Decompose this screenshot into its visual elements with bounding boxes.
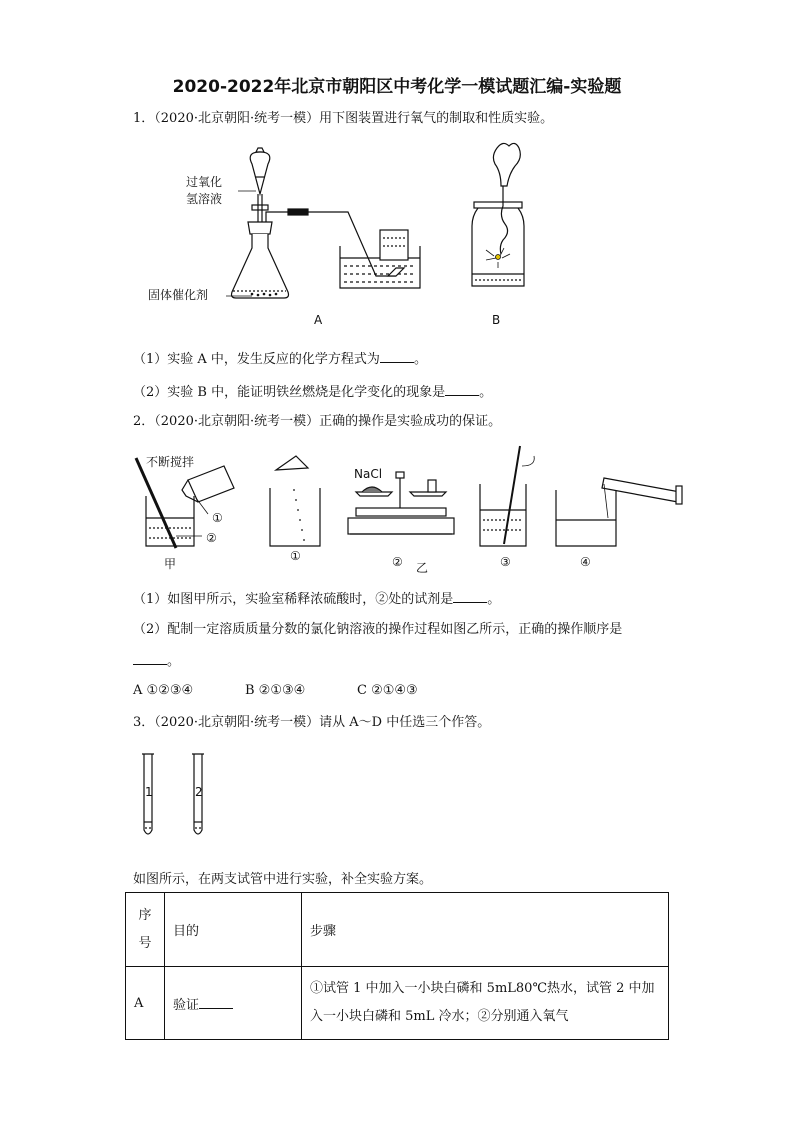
q2-option-a[interactable]: A ①②③④	[133, 683, 194, 698]
label-peroxide-2: 氢溶液	[186, 192, 223, 206]
row-a-goal-blank[interactable]	[199, 996, 233, 1009]
experiment-table	[125, 892, 669, 1040]
conical-flask	[232, 234, 289, 298]
q1-sub2-blank[interactable]	[445, 383, 479, 396]
label-nacl: NaCl	[354, 467, 383, 481]
q3-intro: 如图所示，在两支试管中进行实验，补全实验方案。	[133, 872, 433, 887]
trough-water-dashes	[344, 266, 416, 282]
q1-sub2-text: （2）实验 B 中，能证明铁丝燃烧是化学变化的现象是	[133, 385, 446, 400]
table-header-row	[126, 893, 669, 967]
rubber-connector	[288, 209, 308, 215]
tube-1-label: 1	[145, 785, 153, 799]
beaker-yi-1	[270, 488, 320, 546]
header-no-1: 序	[138, 907, 152, 923]
row-a-goal-text: 验证	[173, 997, 200, 1013]
funnel-bulb	[250, 152, 270, 194]
q2-figure-jia	[136, 458, 234, 548]
q2-stem: 2．（2020·北京朝阳·统考一模）正确的操作是实验成功的保证。	[133, 414, 502, 429]
balance-base	[348, 518, 454, 534]
left-pan	[356, 492, 392, 496]
page-title: 2020-2022年北京市朝阳区中考化学一模试题汇编-实验题	[172, 77, 622, 97]
beaker-yi-4	[556, 490, 616, 546]
q1-sub1-end: 。	[413, 352, 427, 367]
label-stir: 不断搅拌	[146, 455, 195, 469]
mark-yi-4: ④	[580, 555, 591, 569]
mark-jia-1: ①	[212, 511, 223, 525]
q2-sub2: （2）配制一定溶质质量分数的氯化钠溶液的操作过程如图乙所示，正确的操作顺序是	[133, 622, 623, 637]
right-pan	[410, 492, 446, 496]
weights	[428, 480, 436, 492]
q2-figure-yi-4	[556, 478, 682, 546]
flask-stopper	[248, 222, 272, 234]
balance-scale-bar	[356, 508, 446, 516]
q3-stem: 3．（2020·北京朝阳·统考一模）请从 A～D 中任选三个作答。	[133, 715, 491, 730]
mark-jia-2: ②	[206, 531, 217, 545]
q2-option-b[interactable]: B ②①③④	[245, 683, 306, 698]
q1-figure-a	[226, 148, 420, 298]
q1-sub2-end: 。	[479, 385, 493, 400]
q2-sub2-line2	[133, 652, 180, 670]
q2-figure-yi-1	[270, 456, 320, 546]
stir-arrow-icon	[522, 456, 534, 466]
paper-cone	[276, 456, 308, 470]
header-no-2: 号	[138, 935, 152, 951]
row-a-steps-line2: 入一小块白磷和 5mL 冷水；②分别通入氧气	[310, 1009, 569, 1024]
row-a-goal	[165, 967, 302, 1040]
iron-wire	[500, 186, 507, 254]
glass-rod	[504, 446, 520, 544]
delivery-tube	[266, 212, 288, 222]
mark-yi-2: ②	[392, 555, 403, 569]
stirring-rod	[136, 458, 176, 548]
beaker-yi-3	[480, 484, 526, 546]
header-no	[126, 893, 165, 967]
q1-stem: 1．（2020·北京朝阳·统考一模）用下图装置进行氧气的制取和性质实验。	[133, 111, 554, 126]
q2-sub1-end: 。	[487, 592, 501, 607]
bottle-shelf	[388, 268, 404, 276]
nacl-pile	[362, 487, 382, 492]
label-b: B	[492, 313, 501, 327]
label-peroxide-1: 过氧化	[186, 175, 223, 189]
q1-sub1	[133, 350, 427, 368]
mark-yi-1: ①	[290, 549, 301, 563]
funnel-stopcock	[252, 205, 268, 210]
q1-sub1-blank[interactable]	[380, 350, 414, 363]
q2-sub1-blank[interactable]	[453, 590, 487, 603]
label-a: A	[314, 313, 323, 327]
row-a-no: A	[126, 967, 165, 1040]
q2-sub1	[133, 590, 500, 608]
q2-figure-yi-3	[480, 446, 534, 546]
row-a-steps-line1: ①试管 1 中加入一小块白磷和 5mL80℃热水，试管 2 中加	[310, 981, 655, 996]
holding-hand	[493, 143, 520, 186]
jar-lid	[474, 202, 522, 208]
table-row	[126, 967, 669, 1040]
label-yi: 乙	[416, 561, 429, 575]
measuring-cylinder	[602, 478, 680, 502]
q2-option-c[interactable]: C ②①④③	[357, 683, 418, 698]
row-a-steps	[302, 967, 669, 1040]
q2-sub2-blank[interactable]	[133, 652, 167, 665]
pouring-bottle	[188, 466, 234, 502]
q2-sub2-end: 。	[167, 654, 181, 669]
cylinder-base	[676, 486, 682, 504]
collecting-bottle	[380, 230, 408, 260]
balance-pointer	[396, 472, 404, 478]
falling-powder	[293, 489, 305, 541]
q1-sub1-text: （1）实验 A 中，发生反应的化学方程式为	[133, 352, 380, 367]
header-goal: 目的	[165, 893, 302, 967]
label-jia: 甲	[164, 557, 177, 571]
header-steps: 步骤	[302, 893, 669, 967]
q1-sub2	[133, 383, 492, 401]
q2-sub1-text: （1）如图甲所示，实验室稀释浓硫酸时，②处的试剂是	[133, 592, 454, 607]
mark-yi-3: ③	[500, 555, 511, 569]
q2-figure-balance	[348, 472, 454, 534]
burning-spark-icon	[486, 248, 510, 268]
label-catalyst: 固体催化剂	[148, 288, 209, 302]
tube-2-label: 2	[195, 785, 203, 799]
